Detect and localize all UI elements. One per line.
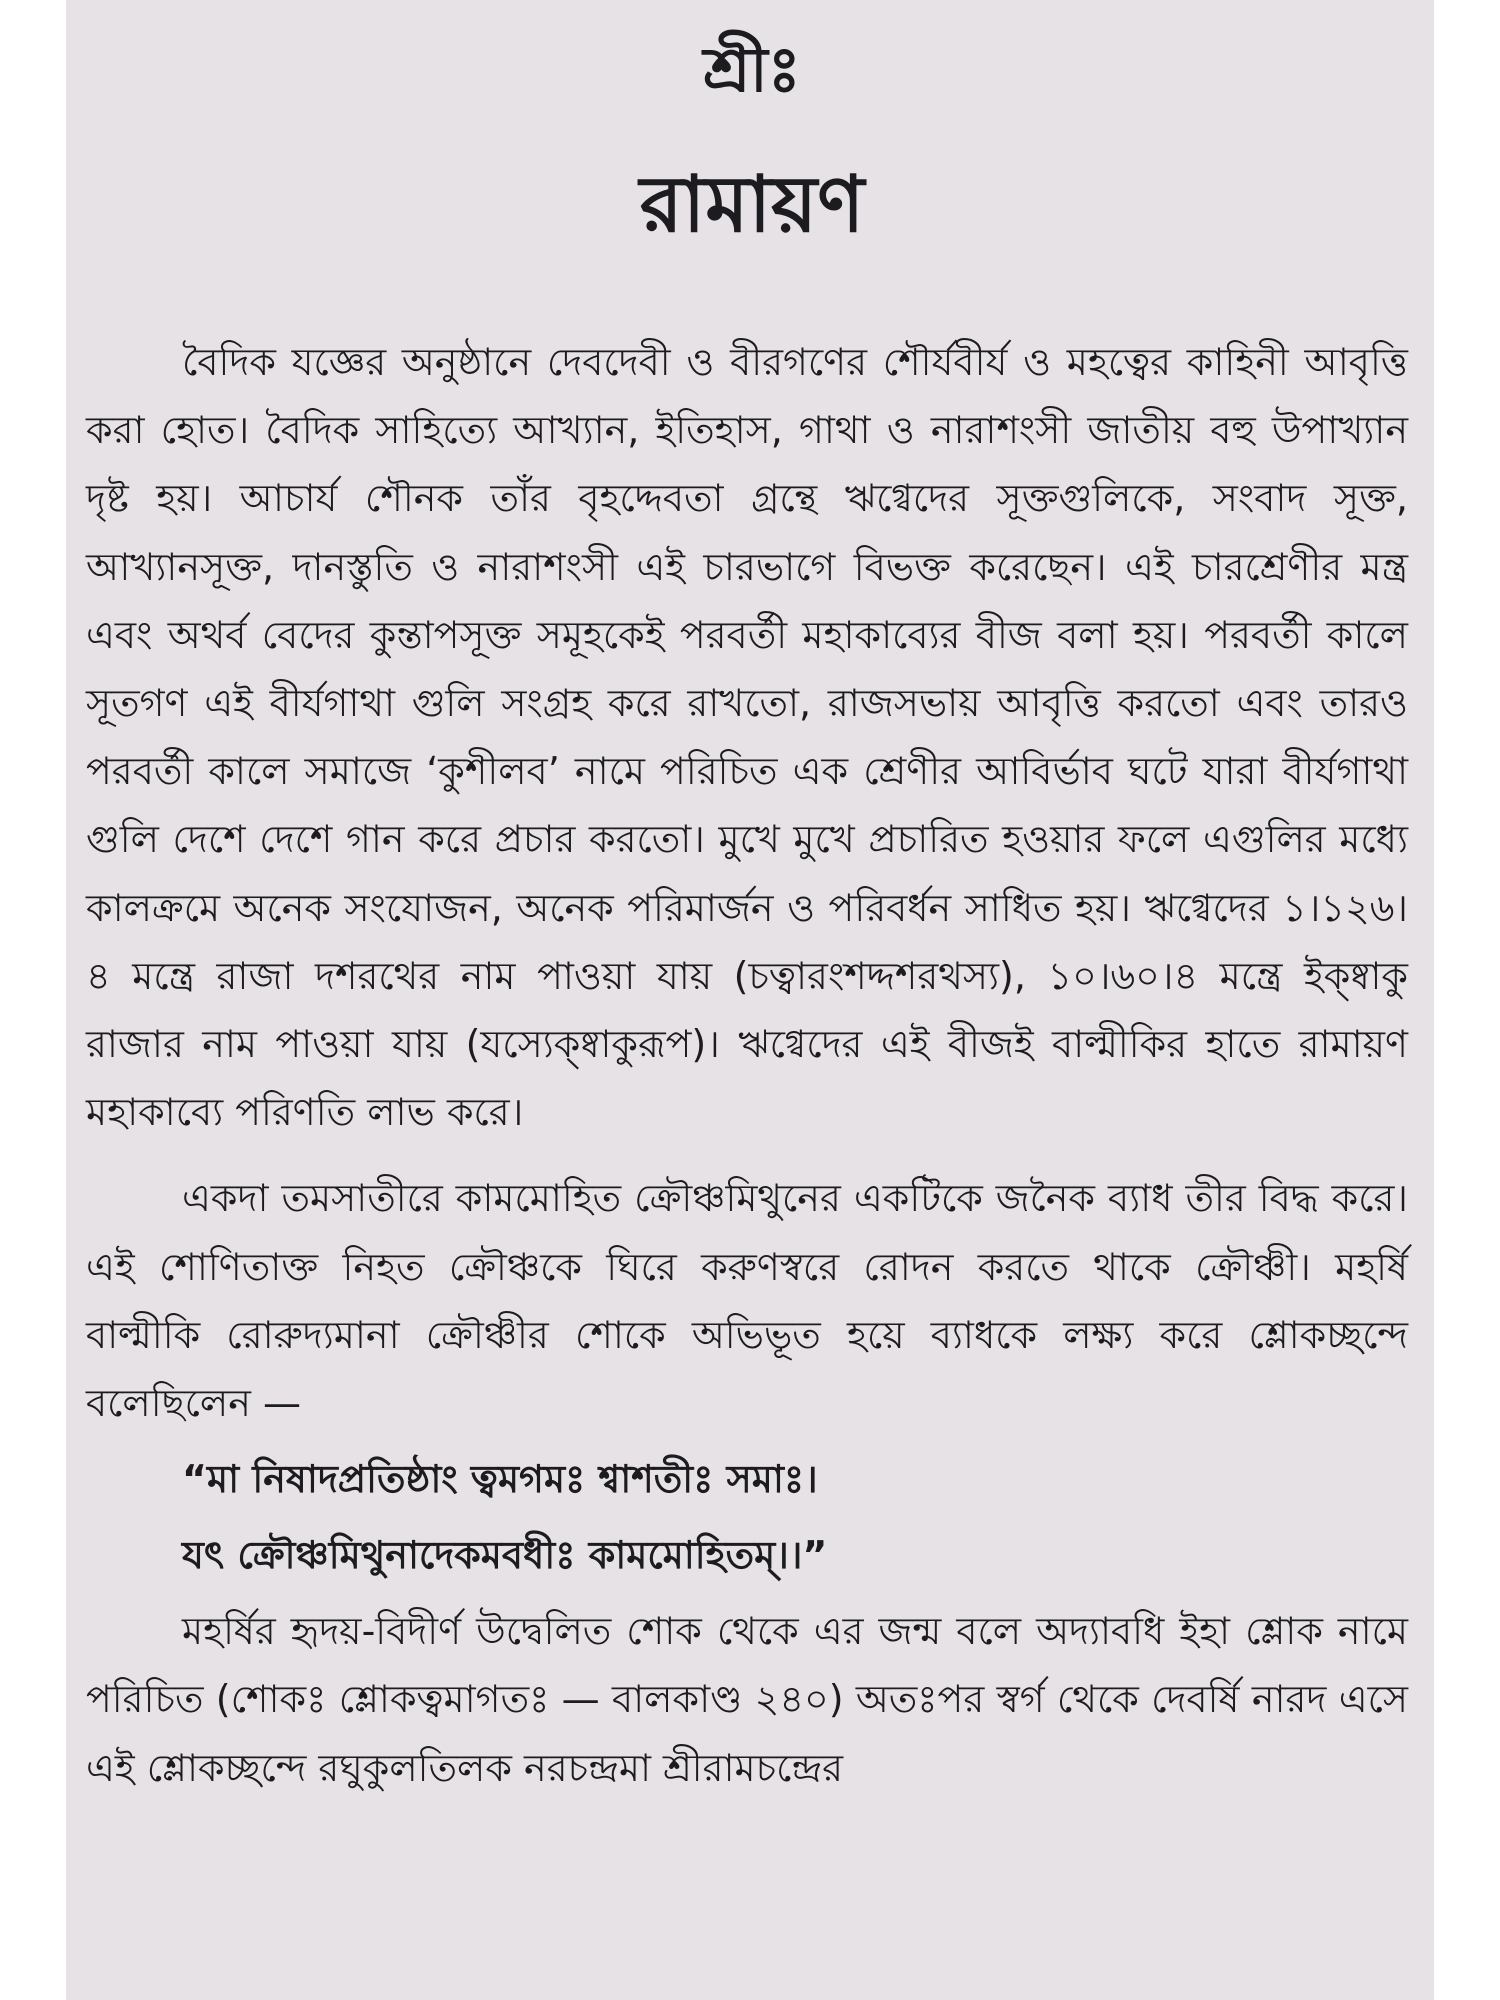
verse-line-1: “মা নিষাদপ্রতিষ্ঠাং ত্বমগমঃ শ্বাশতীঃ সমাঃ। [182, 1457, 818, 1502]
body-text [86, 328, 1408, 1802]
page-title: রামায়ণ [639, 160, 865, 250]
book-page [66, 0, 1434, 2000]
verse-line-2: যৎ ক্রৌঞ্চমিথুনাদেকমবধীঃ কামমোহিতম্।।” [182, 1533, 828, 1578]
left-margin [0, 0, 66, 2000]
paragraph-2: একদা তমসাতীরে কামমোহিত ক্রৌঞ্চমিথুনের একটিকে জনৈক ব্যাধ তীর বিদ্ধ করে। এই শোণিতাক্ত নিহত ক্রৌঞ্চকে ঘিরে করুণস্বরে রোদন করতে থাকে ক্রৌঞ্চী। মহর্ষি বাল্মীকি রোরুদ্যমানা ক্রৌঞ্চীর শোকে অভিভূত হয়ে ব্যাধকে লক্ষ্য করে শ্লোকচ্ছন্দে বলেছিলেন — [86, 1176, 1408, 1426]
paragraph-1: বৈদিক যজ্ঞের অনুষ্ঠানে দেবদেবী ও বীরগণের শৌর্যবীর্য ও মহত্বের কাহিনী আবৃত্তি করা হোত। বৈদিক সাহিত্যে আখ্যান, ইতিহাস, গাথা ও নারাশংসী জাতীয় বহু উপাখ্যান দৃষ্ট হয়। আচার্য শৌনক তাঁর বৃহদ্দেবতা গ্রন্থে ঋগ্বেদের সূক্তগুলিকে, সংবাদ সূক্ত, আখ্যানসূক্ত, দানস্তুতি ও নারাশংসী এই চারভাগে বিভক্ত করেছেন। এই চারশ্রেণীর মন্ত্র এবং অথর্ব বেদের কুন্তাপসূক্ত সমূহকেই পরবর্তী মহাকাব্যের বীজ বলা হয়। পরবর্তী কালে সূতগণ এই বীর্যগাথা গুলি সংগ্রহ করে রাখতো, রাজসভায় আবৃত্তি করতো এবং তারও পরবর্তী কালে সমাজে ‘কুশীলব’ নামে পরিচিত এক শ্রেণীর আবির্ভাব ঘটে যারা বীর্যগাথা গুলি দেশে দেশে গান করে প্রচার করতো। মুখে মুখে প্রচারিত হওয়ার ফলে এগুলির মধ্যে কালক্রমে অনেক সংযোজন, অনেক পরিমার্জন ও পরিবর্ধন সাধিত হয়। ঋগ্বেদের ১।১২৬।৪ মন্ত্রে রাজা দশরথের নাম পাওয়া যায় (চত্বারংশদ্দশরথস্য), ১০।৬০।৪ মন্ত্রে ইক্ষ্বাকু রাজার নাম পাওয়া যায় (যস্যেক্ষ্বাকুরূপ)। ঋগ্বেদের এই বীজই বাল্মীকির হাতে রামায়ণ মহাকাব্যে পরিণতি লাভ করে। [86, 340, 1408, 1135]
verse-block [86, 1441, 1408, 1593]
right-margin [1434, 0, 1500, 2000]
invocation-heading: শ্রীঃ [703, 33, 801, 106]
paragraph-3: মহর্ষির হৃদয়-বিদীর্ণ উদ্বেলিত শোক থেকে এর জন্ম বলে অদ্যাবধি ইহা শ্লোক নামে পরিচিত (শোকঃ শ্লোকত্বমাগতঃ — বালকাণ্ড ২৪০) অতঃপর স্বর্গ থেকে দেবর্ষি নারদ এসে এই শ্লোকচ্ছন্দে রঘুকুলতিলক নরচন্দ্রমা শ্রীরামচন্দ্রের [86, 1609, 1408, 1790]
